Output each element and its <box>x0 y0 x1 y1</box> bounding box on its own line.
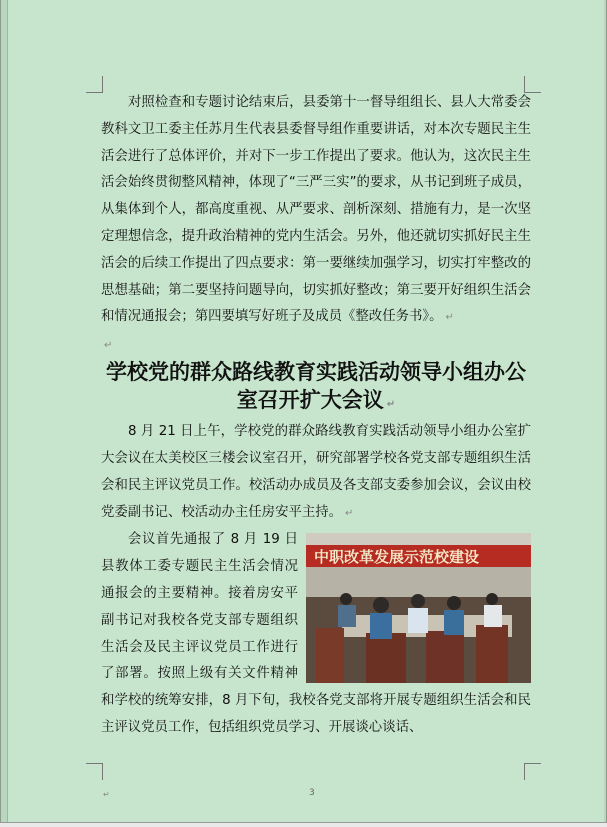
page-number: 3 <box>309 788 315 798</box>
meeting-photo[interactable] <box>306 533 531 683</box>
end-mark: ↵ <box>103 790 110 799</box>
crop-mark-bottom-left <box>86 763 103 780</box>
meeting-photo-image <box>306 533 531 683</box>
paragraph-mark-icon: ↵ <box>386 399 396 411</box>
paragraph-mark-icon: ↵ <box>104 340 113 352</box>
crop-mark-bottom-right <box>524 763 541 780</box>
document-body[interactable] <box>101 90 531 742</box>
paragraph-mark-icon: ↵ <box>345 507 354 519</box>
paragraph-meeting-intro: 8 月 21 日上午，学校党的群众路线教育实践活动领导小组办公室扩大会议在太美校区三楼会议室召开，研究部署学校各党支部专题组织生活会和民主评议党员工作。校活动办成员及各支部支委参加会议，会议由校党委副书记、校活动办主任房安平主持。 ↵ <box>101 424 531 520</box>
paragraph-meeting-details: 会议首先通报了 8 月 19 日县教体工委专题民主生活会情况通报会的主要精神。接着房安平副书记对我校各党支部专题组织生活会及民主评议党员工作进行了部署。按照上级有关文件精神和学校的统筹安排，8 月下旬，我校各党支部将开展专题组织生活会和民主评议党员工作，包括组织党员学习、开展谈心谈话、 <box>101 532 531 735</box>
paragraph-mark-icon: ↵ <box>445 312 454 324</box>
photo-banner-text: 中职改革发展示范校建设 <box>314 548 480 567</box>
paragraph-summary: 对照检查和专题讨论结束后，县委第十一督导组组长、县人大常委会教科文卫工委主任苏月生代表县委督导组作重要讲话，对本次专题民主生活会进行了总体评价，并对下一步工作提出了要求。他认为，这次民主生活会始终贯彻整风精神，体现了“三严三实”的要求，从书记到班子成员，从集体到个人，都高度重视、从严要求、剖析深刻、措施有力，是一次坚定理想信念，提升政治精神的党内生活会。另外，他还就切实抓好民主生活会的后续工作提出了四点要求：第一要继续加强学习，切实打牢整改的思想基础；第二要坚持问题导向，切实抓好整改；第三要开好组织生活会和情况通报会；第四要填写好班子及成员《整改任务书》。 ↵ <box>101 95 531 325</box>
bottom-scroll-strip <box>0 822 607 827</box>
blank-line <box>101 332 531 358</box>
article-heading: 学校党的群众路线教育实践活动领导小组办公室召开扩大会议 ↵ <box>106 360 526 413</box>
